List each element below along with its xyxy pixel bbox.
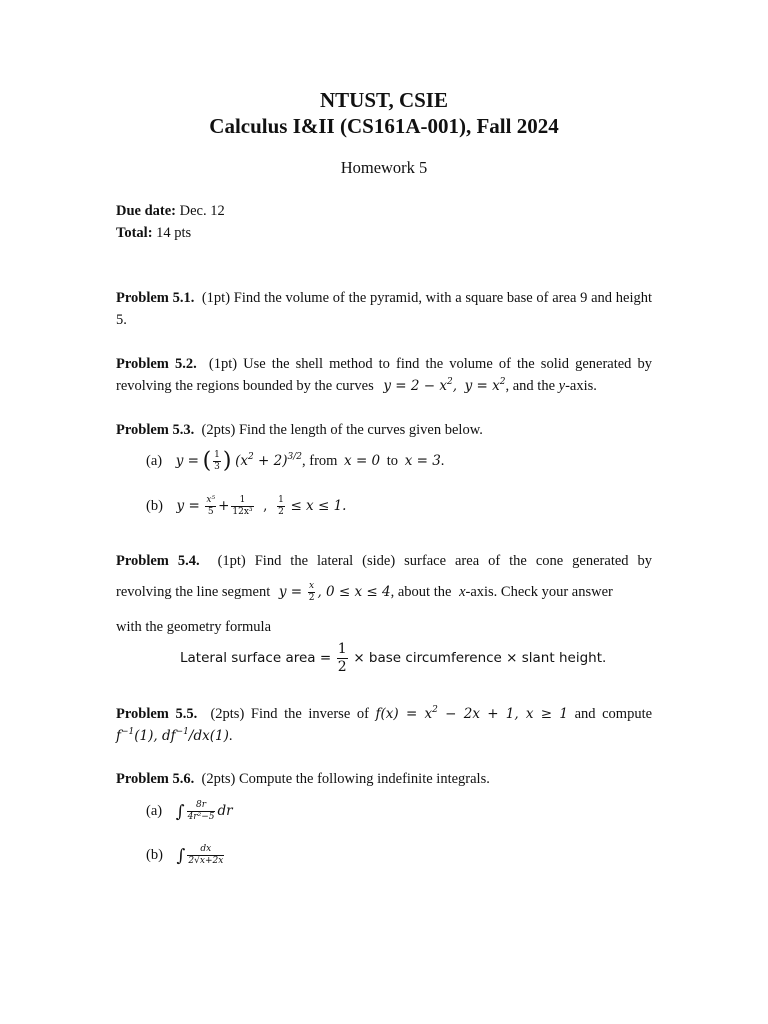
frac-numerator: 1: [231, 495, 253, 507]
problem-text: to: [386, 453, 399, 469]
problem-text: .: [440, 453, 445, 469]
problem-label: Problem 5.5.: [116, 706, 198, 722]
problem-text: with the geometry formula: [116, 619, 272, 635]
integral-sign: ∫: [176, 845, 186, 866]
due-value: Dec. 12: [179, 203, 225, 219]
x-variable: x: [459, 584, 466, 600]
curve-2: y = x: [464, 378, 500, 394]
due-label: Due date:: [116, 203, 177, 219]
problem-text: (1pt) Find the volume of the pyramid, with a square base of area 9 and height 5.: [116, 290, 652, 328]
math-expr: ,: [263, 498, 268, 514]
frac-denominator: 3: [214, 462, 220, 473]
frac-numerator: dx: [187, 844, 224, 856]
problem-5-5-line1: Problem 5.5. (2pts) Find the inverse of $f(x) = x^2 - 2x + 1$, x ≥ 1 and compute: [116, 705, 653, 722]
course-subtitle: Calculus I&II (CS161A-001), Fall 2024: [209, 114, 559, 138]
problem-text: (2pts) Find the inverse of: [210, 706, 369, 722]
integral-sign: ∫: [175, 801, 185, 822]
frac-denominator: 2: [308, 593, 315, 604]
problem-label: Problem 5.4.: [116, 553, 200, 569]
problem-text: (2pts) Compute the following indefinite integrals.: [201, 771, 490, 787]
problem-5-3-part-a: (a) y = ( $\frac{1}{3}$ ) $(x^2 + 2)^{3/2}$, from x = 0 to x = 3.: [146, 448, 445, 474]
problem-5-4-formula: [180, 640, 650, 676]
problem-label: Problem 5.1.: [116, 290, 195, 306]
math-expr: y =: [278, 584, 303, 600]
problem-text: and compute: [574, 706, 653, 722]
course-title: NTUST, CSIE: [320, 88, 448, 112]
problem-text: (2pts) Find the length of the curves given below.: [201, 422, 483, 438]
problem-text: -axis. Check your answer: [465, 584, 613, 600]
part-label: (b): [146, 847, 163, 863]
problem-text: , and the: [505, 378, 556, 394]
formula-text: Lateral surface area =: [180, 650, 332, 666]
exponent: 3/2: [287, 452, 302, 462]
problem-label: Problem 5.3.: [116, 422, 195, 438]
problem-5-4-line3: [116, 616, 652, 638]
math-expr: x = 0: [344, 453, 381, 469]
frac-numerator: 1: [278, 495, 284, 506]
problem-text: revolving the regions bounded by the curves: [116, 378, 374, 394]
frac-denominator: 12x³: [232, 507, 253, 518]
math-expr: +: [218, 498, 230, 514]
due-date: [116, 200, 652, 222]
homework-title: Homework 5: [340, 158, 428, 177]
total-points: [116, 222, 652, 244]
problem-5-2-line2: revolving the regions bounded by the curves $y = 2 - x^2$, $y = x^2$, and the y-axis.: [116, 377, 597, 394]
frac-numerator: 8r: [187, 800, 216, 812]
math-expr: (1), df: [134, 728, 176, 744]
frac-numerator: x: [309, 581, 315, 592]
problem-label: Problem 5.6.: [116, 771, 195, 787]
problem-text: , from: [301, 453, 338, 469]
formula-text: × base circumference × slant height.: [353, 650, 607, 666]
problem-5-3: [116, 419, 652, 441]
curve-1: y = 2 − x: [383, 378, 447, 394]
part-label: (a): [146, 453, 163, 469]
frac-denominator: 4r²−5: [187, 812, 215, 823]
math-expr: y =: [175, 453, 199, 469]
math-expr: ≤ x ≤ 1.: [290, 498, 347, 514]
math-expr: , 0 ≤ x ≤ 4: [317, 584, 391, 600]
math-expr: /dx(1): [188, 728, 229, 744]
math-expr: − 2x + 1, x ≥ 1: [437, 706, 568, 722]
problem-5-3-part-b: [146, 492, 646, 520]
math-expr: x = 3: [404, 453, 441, 469]
total-label: Total:: [116, 225, 153, 241]
problem-5-4-line2: [116, 578, 652, 606]
problem-text: .: [228, 728, 233, 744]
problem-text: revolving the line segment: [116, 584, 271, 600]
y-variable: y: [558, 378, 566, 394]
part-label: (a): [146, 803, 163, 819]
problem-5-2-line1: [116, 353, 652, 375]
math-expr: f: [116, 728, 121, 744]
part-label: (b): [146, 498, 163, 514]
problem-text: -axis.: [565, 378, 597, 394]
problem-text: , about the: [390, 584, 452, 600]
problem-5-1: [116, 287, 652, 331]
math-expr: + 2): [253, 453, 288, 469]
frac-denominator: 2√x+2x: [188, 856, 224, 867]
problem-label: Problem 5.2.: [116, 356, 197, 372]
problem-5-5-line2: $f^{-1}(1)$, $df^{-1}/dx(1)$.: [116, 727, 233, 744]
math-expr: dr: [217, 803, 233, 819]
math-expr: (x: [235, 453, 249, 469]
math-expr: f(x) = x: [375, 706, 433, 722]
problem-text: (1pt) Find the lateral (side) surface area of the cone generated by: [217, 553, 653, 569]
problem-5-6: [116, 768, 652, 790]
frac-numerator: x⁵: [206, 495, 216, 506]
frac-denominator: 5: [207, 507, 214, 518]
problem-5-6-part-b: [146, 840, 546, 871]
total-value: 14 pts: [156, 225, 192, 241]
math-expr: y =: [176, 498, 200, 514]
problem-5-4-line1: [116, 550, 652, 572]
problem-text: (1pt) Use the shell method to find the volume of the solid generated by: [208, 356, 653, 372]
frac-numerator: 1: [214, 450, 220, 461]
frac-denominator: 2: [278, 507, 284, 518]
frac-numerator: 1: [337, 641, 347, 658]
frac-denominator: 2: [337, 659, 347, 676]
problem-5-6-part-a: [146, 796, 546, 827]
